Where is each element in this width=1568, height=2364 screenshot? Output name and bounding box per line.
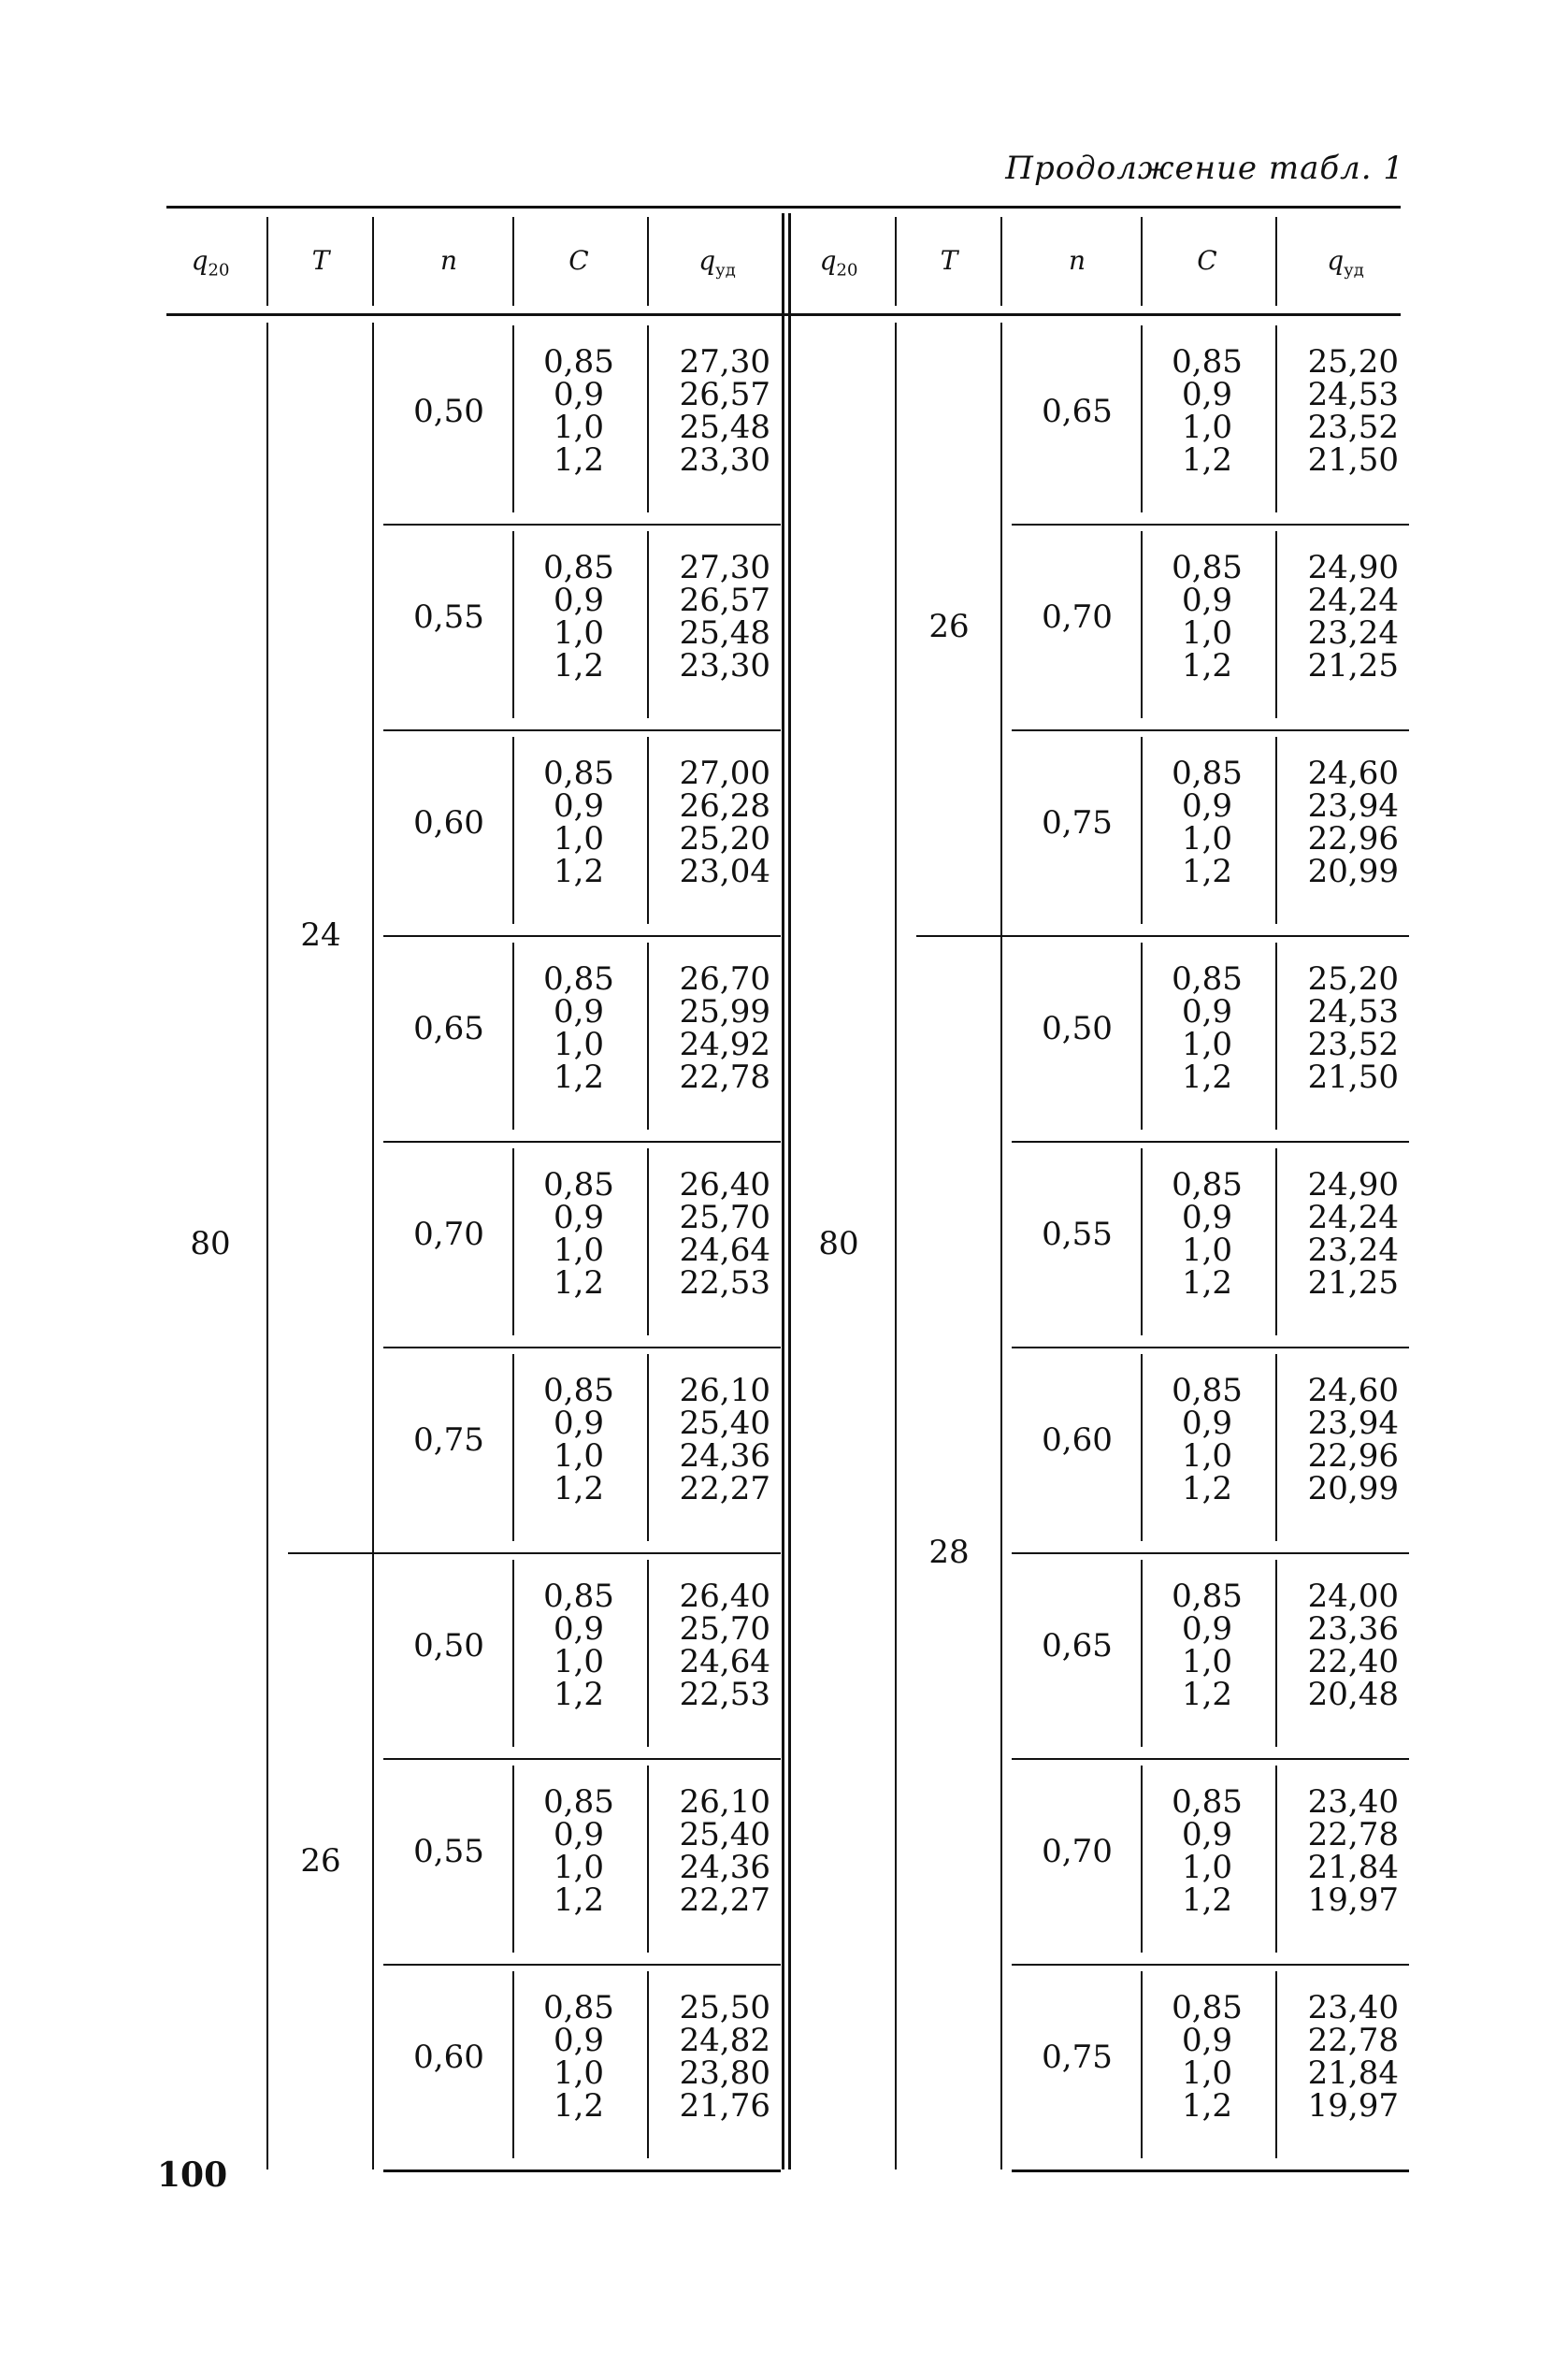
c-value: 0,9 (1181, 1816, 1233, 1853)
c-value: 0,9 (553, 1816, 605, 1853)
right-row-sep-c (1275, 1766, 1277, 1953)
qud-value: 23,80 (679, 2054, 770, 2092)
left-header-c: C (568, 245, 589, 276)
c-value: 0,85 (1172, 1166, 1243, 1204)
qud-value: 22,96 (1307, 820, 1399, 858)
left-n-value: 0,60 (413, 804, 484, 842)
right-header-sep-q20 (895, 217, 897, 306)
right-row-sep-c (1275, 531, 1277, 718)
c-value: 0,9 (1181, 376, 1233, 413)
right-n-value: 0,55 (1042, 1216, 1113, 1253)
c-value: 0,85 (1172, 1783, 1243, 1821)
c-value: 0,85 (1172, 960, 1243, 998)
qud-value: 23,36 (1307, 1610, 1399, 1648)
qud-value: 27,30 (679, 549, 770, 586)
left-row-sep-c (647, 943, 649, 1130)
left-c-values (518, 1372, 640, 1507)
c-value: 1,2 (553, 1470, 605, 1507)
right-row-sep-c (1275, 325, 1277, 512)
qud-value: 25,40 (679, 1816, 770, 1853)
left-row-rule (383, 1964, 781, 1966)
right-qud-values (1285, 549, 1399, 685)
qud-value: 21,25 (1307, 647, 1399, 685)
c-value: 0,9 (553, 582, 605, 619)
c-value: 0,9 (1181, 993, 1233, 1031)
c-value: 1,2 (1181, 853, 1233, 890)
qud-value: 25,50 (679, 1989, 770, 2026)
qud-value: 23,94 (1307, 1405, 1399, 1442)
qud-value: 23,94 (1307, 787, 1399, 825)
left-t-value: 26 (300, 1842, 341, 1880)
qud-value: 23,24 (1307, 1232, 1399, 1269)
left-qud-values (656, 343, 770, 479)
right-c-values (1146, 1166, 1268, 1302)
qud-value: 24,36 (679, 1437, 770, 1475)
c-value: 0,9 (1181, 582, 1233, 619)
qud-value: 25,48 (679, 409, 770, 446)
left-row-sep-c (647, 1560, 649, 1747)
right-c-values (1146, 757, 1268, 888)
right-body-sep-t (1000, 323, 1002, 2169)
c-value: 1,0 (553, 409, 605, 446)
c-value: 0,9 (553, 1199, 605, 1236)
right-n-value: 0,75 (1042, 2039, 1113, 2076)
c-value: 1,2 (553, 2087, 605, 2125)
qud-value: 25,48 (679, 614, 770, 652)
left-qud-values (656, 757, 770, 888)
qud-value: 23,40 (1307, 1989, 1399, 2026)
left-body-sep-q20 (266, 323, 268, 2169)
c-value: 1,0 (1181, 1849, 1233, 1886)
c-value: 1,0 (553, 1232, 605, 1269)
right-qud-values (1285, 1372, 1399, 1507)
left-n-value: 0,50 (413, 1627, 484, 1665)
c-value: 0,85 (543, 960, 614, 998)
qud-value: 25,70 (679, 1199, 770, 1236)
qud-value: 26,40 (679, 1578, 770, 1615)
right-c-values (1146, 1989, 1268, 2125)
left-row-rule (383, 1758, 781, 1760)
right-qud-values (1285, 1580, 1399, 1711)
right-c-values (1146, 1783, 1268, 1919)
qud-value: 20,48 (1307, 1676, 1399, 1713)
left-qud-values (656, 1989, 770, 2125)
right-qud-values (1285, 343, 1399, 479)
qud-value: 24,53 (1307, 376, 1399, 413)
left-q20-value: 80 (190, 1225, 231, 1262)
right-header-sep-t (1000, 217, 1002, 306)
c-value: 0,9 (1181, 1405, 1233, 1442)
right-n-value: 0,50 (1042, 1010, 1113, 1047)
left-c-values (518, 757, 640, 888)
qud-value: 27,30 (679, 343, 770, 381)
right-header-t: T (940, 245, 958, 276)
c-value: 0,9 (553, 1405, 605, 1442)
right-row-rule (1012, 1552, 1409, 1554)
left-row-sep-c (647, 1766, 649, 1953)
qud-value: 22,53 (679, 1676, 770, 1713)
right-q20-value: 80 (818, 1225, 859, 1262)
c-value: 1,0 (1181, 1643, 1233, 1680)
right-row-sep-c (1275, 1560, 1277, 1747)
c-value: 0,85 (543, 1783, 614, 1821)
c-value: 1,0 (1181, 820, 1233, 858)
qud-value: 22,40 (1307, 1643, 1399, 1680)
c-value: 0,85 (1172, 1372, 1243, 1409)
left-table-bottom-rule (383, 2169, 781, 2172)
qud-value: 22,78 (679, 1059, 770, 1096)
right-row-sep-c (1275, 1148, 1277, 1335)
left-header-n: n (439, 245, 458, 276)
right-row-rule (1012, 1758, 1409, 1760)
c-value: 1,2 (553, 647, 605, 685)
right-n-value: 0,65 (1042, 393, 1113, 430)
right-row-sep-c (1275, 1971, 1277, 2158)
table-top-rule (166, 206, 1401, 209)
c-value: 0,85 (1172, 1989, 1243, 2026)
c-value: 1,2 (1181, 2087, 1233, 2125)
qud-value: 26,28 (679, 787, 770, 825)
right-n-value: 0,75 (1042, 804, 1113, 842)
c-value: 0,85 (1172, 1578, 1243, 1615)
qud-value: 20,99 (1307, 853, 1399, 890)
right-t-value: 28 (928, 1534, 970, 1571)
c-value: 1,0 (1181, 2054, 1233, 2092)
left-header-sep-n (512, 217, 514, 306)
c-value: 1,2 (1181, 1676, 1233, 1713)
right-row-rule (1012, 1141, 1409, 1143)
right-n-value: 0,65 (1042, 1627, 1113, 1665)
c-value: 1,0 (553, 2054, 605, 2092)
left-c-values (518, 343, 640, 479)
c-value: 1,0 (1181, 614, 1233, 652)
qud-value: 23,04 (679, 853, 770, 890)
qud-value: 19,97 (1307, 1881, 1399, 1919)
c-value: 0,85 (543, 1372, 614, 1409)
right-c-values (1146, 960, 1268, 1096)
right-qud-values (1285, 1989, 1399, 2125)
right-n-value: 0,70 (1042, 1833, 1113, 1870)
c-value: 0,9 (553, 2022, 605, 2059)
c-value: 1,0 (1181, 409, 1233, 446)
right-header-q20: $q_{20}$ (819, 245, 858, 281)
c-value: 1,0 (1181, 1026, 1233, 1063)
c-value: 0,9 (553, 993, 605, 1031)
right-header-sep-n (1141, 217, 1143, 306)
qud-value: 24,92 (679, 1026, 770, 1063)
right-n-value: 0,70 (1042, 598, 1113, 636)
left-header-q20: $q_{20}$ (191, 245, 230, 281)
qud-value: 23,40 (1307, 1783, 1399, 1821)
qud-value: 24,00 (1307, 1578, 1399, 1615)
qud-value: 23,30 (679, 441, 770, 479)
c-value: 1,0 (553, 820, 605, 858)
center-double-rule-a (782, 213, 784, 2169)
right-c-values (1146, 1372, 1268, 1507)
qud-value: 22,27 (679, 1470, 770, 1507)
table-caption: Продолжение табл. 1 (1005, 150, 1404, 187)
right-body-sep-q20 (895, 323, 897, 2169)
qud-value: 21,50 (1307, 1059, 1399, 1096)
left-row-rule (383, 1141, 781, 1143)
c-value: 0,9 (1181, 787, 1233, 825)
right-header-n: n (1068, 245, 1086, 276)
qud-value: 21,50 (1307, 441, 1399, 479)
right-qud-values (1285, 1783, 1399, 1919)
qud-value: 21,84 (1307, 1849, 1399, 1886)
qud-value: 27,00 (679, 755, 770, 792)
left-header-qud: $q_{уд}$ (698, 245, 736, 281)
qud-value: 20,99 (1307, 1470, 1399, 1507)
qud-value: 21,84 (1307, 2054, 1399, 2092)
c-value: 0,85 (1172, 549, 1243, 586)
left-qud-values (656, 549, 770, 685)
c-value: 1,0 (1181, 1437, 1233, 1475)
c-value: 1,0 (553, 614, 605, 652)
qud-value: 24,24 (1307, 1199, 1399, 1236)
right-t-value: 26 (928, 608, 970, 645)
right-header-sep-c (1275, 217, 1277, 306)
qud-value: 23,30 (679, 647, 770, 685)
c-value: 1,0 (553, 1643, 605, 1680)
c-value: 1,0 (553, 1437, 605, 1475)
right-row-sep-c (1275, 943, 1277, 1130)
c-value: 1,2 (1181, 1470, 1233, 1507)
c-value: 0,9 (553, 1610, 605, 1648)
left-qud-values (656, 1372, 770, 1507)
qud-value: 25,70 (679, 1610, 770, 1648)
left-n-value: 0,75 (413, 1421, 484, 1459)
qud-value: 24,90 (1307, 549, 1399, 586)
c-value: 0,85 (543, 1578, 614, 1615)
qud-value: 19,97 (1307, 2087, 1399, 2125)
c-value: 0,85 (543, 343, 614, 381)
right-row-rule (1012, 729, 1409, 731)
c-value: 1,2 (1181, 647, 1233, 685)
qud-value: 24,90 (1307, 1166, 1399, 1204)
right-table-bottom-rule (1012, 2169, 1409, 2172)
qud-value: 26,57 (679, 582, 770, 619)
qud-value: 23,24 (1307, 614, 1399, 652)
left-row-sep-c (647, 531, 649, 718)
left-row-sep-c (647, 737, 649, 924)
qud-value: 26,70 (679, 960, 770, 998)
qud-value: 26,40 (679, 1166, 770, 1204)
left-n-value: 0,55 (413, 598, 484, 636)
qud-value: 23,52 (1307, 1026, 1399, 1063)
left-n-value: 0,70 (413, 1216, 484, 1253)
left-row-sep-c (647, 325, 649, 512)
qud-value: 21,76 (679, 2087, 770, 2125)
qud-value: 26,57 (679, 376, 770, 413)
right-qud-values (1285, 960, 1399, 1096)
qud-value: 22,78 (1307, 1816, 1399, 1853)
qud-value: 26,10 (679, 1783, 770, 1821)
left-row-rule (383, 935, 781, 937)
c-value: 1,2 (1181, 441, 1233, 479)
left-row-rule (383, 729, 781, 731)
right-row-sep-c (1275, 1354, 1277, 1541)
c-value: 1,2 (553, 1059, 605, 1096)
right-header-qud: $q_{уд}$ (1327, 245, 1364, 281)
c-value: 0,85 (543, 549, 614, 586)
left-row-rule (383, 524, 781, 526)
c-value: 1,2 (1181, 1059, 1233, 1096)
left-c-values (518, 549, 640, 685)
left-qud-values (656, 1166, 770, 1302)
right-row-rule (1012, 1964, 1409, 1966)
qud-value: 24,82 (679, 2022, 770, 2059)
right-qud-values (1285, 757, 1399, 888)
left-c-values (518, 1989, 640, 2125)
right-c-values (1146, 343, 1268, 479)
c-value: 1,0 (553, 1849, 605, 1886)
right-header-c: C (1197, 245, 1217, 276)
qud-value: 22,53 (679, 1264, 770, 1302)
qud-value: 22,27 (679, 1881, 770, 1919)
left-n-value: 0,65 (413, 1010, 484, 1047)
left-c-values (518, 1580, 640, 1711)
left-row-sep-c (647, 1354, 649, 1541)
left-c-values (518, 960, 640, 1096)
right-row-rule (1012, 935, 1409, 937)
c-value: 1,0 (553, 1026, 605, 1063)
c-value: 0,85 (1172, 343, 1243, 381)
left-header-t: T (311, 245, 330, 276)
left-qud-values (656, 960, 770, 1096)
c-value: 0,9 (1181, 1610, 1233, 1648)
c-value: 1,2 (1181, 1264, 1233, 1302)
c-value: 1,0 (1181, 1232, 1233, 1269)
left-row-sep-c (647, 1148, 649, 1335)
qud-value: 26,10 (679, 1372, 770, 1409)
right-n-value: 0,60 (1042, 1421, 1113, 1459)
qud-value: 24,64 (679, 1232, 770, 1269)
c-value: 1,2 (553, 1881, 605, 1919)
left-n-value: 0,50 (413, 393, 484, 430)
c-value: 1,2 (1181, 1881, 1233, 1919)
right-c-values (1146, 549, 1268, 685)
c-value: 0,85 (1172, 755, 1243, 792)
left-c-values (518, 1783, 640, 1919)
c-value: 0,9 (1181, 2022, 1233, 2059)
qud-value: 25,40 (679, 1405, 770, 1442)
right-row-rule (1012, 1347, 1409, 1348)
right-row-sep-c (1275, 737, 1277, 924)
c-value: 1,2 (553, 441, 605, 479)
qud-value: 25,20 (1307, 960, 1399, 998)
c-value: 1,2 (553, 1264, 605, 1302)
qud-value: 21,25 (1307, 1264, 1399, 1302)
qud-value: 25,20 (679, 820, 770, 858)
qud-value: 24,60 (1307, 1372, 1399, 1409)
qud-value: 24,60 (1307, 755, 1399, 792)
qud-value: 24,24 (1307, 582, 1399, 619)
left-qud-values (656, 1580, 770, 1711)
c-value: 0,9 (553, 787, 605, 825)
c-value: 0,85 (543, 1989, 614, 2026)
left-row-rule (383, 1347, 781, 1348)
qud-value: 25,99 (679, 993, 770, 1031)
qud-value: 22,96 (1307, 1437, 1399, 1475)
left-c-values (518, 1166, 640, 1302)
c-value: 0,85 (543, 1166, 614, 1204)
left-n-value: 0,60 (413, 2039, 484, 2076)
qud-value: 24,53 (1307, 993, 1399, 1031)
left-header-sep-t (372, 217, 374, 306)
left-body-sep-t (372, 323, 374, 2169)
qud-value: 25,20 (1307, 343, 1399, 381)
left-qud-values (656, 1783, 770, 1919)
qud-value: 24,64 (679, 1643, 770, 1680)
qud-value: 24,36 (679, 1849, 770, 1886)
right-c-values (1146, 1580, 1268, 1711)
qud-value: 23,52 (1307, 409, 1399, 446)
right-qud-values (1285, 1166, 1399, 1302)
c-value: 1,2 (553, 853, 605, 890)
center-double-rule-b (788, 213, 791, 2169)
left-header-sep-q20 (266, 217, 268, 306)
page-number: 100 (157, 2155, 228, 2195)
c-value: 0,85 (543, 755, 614, 792)
left-t-value: 24 (300, 916, 341, 954)
qud-value: 22,78 (1307, 2022, 1399, 2059)
left-n-value: 0,55 (413, 1833, 484, 1870)
left-row-sep-c (647, 1971, 649, 2158)
right-row-rule (1012, 524, 1409, 526)
c-value: 0,9 (1181, 1199, 1233, 1236)
c-value: 1,2 (553, 1676, 605, 1713)
left-row-rule (383, 1552, 781, 1554)
left-header-sep-c (647, 217, 649, 306)
c-value: 0,9 (553, 376, 605, 413)
